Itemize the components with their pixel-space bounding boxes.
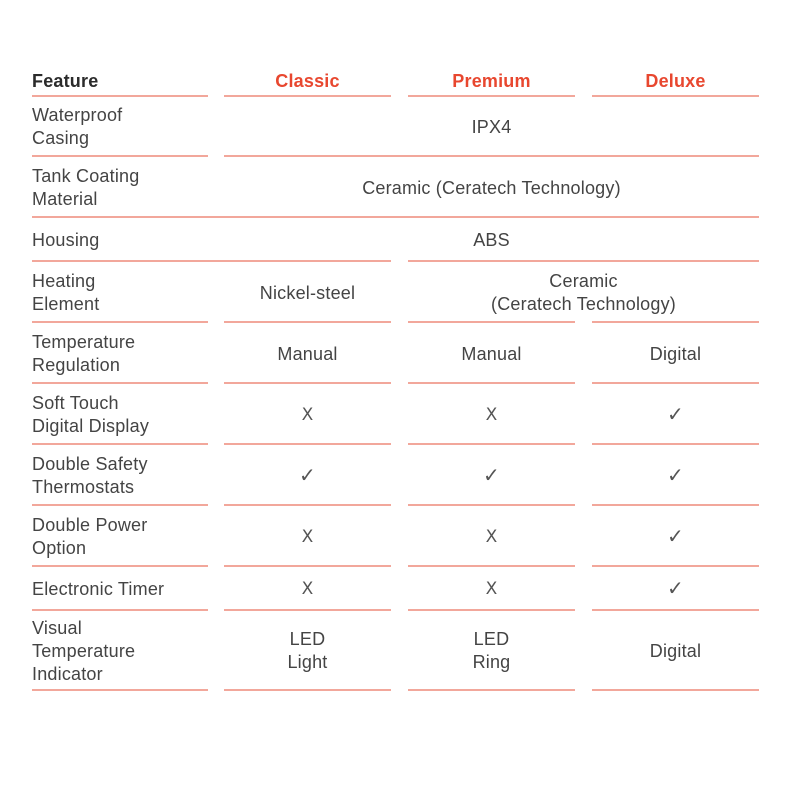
checkmark-icon: ✓ <box>667 464 684 487</box>
divider <box>592 565 759 567</box>
divider <box>32 689 208 691</box>
row-value-classic: LED Light <box>287 629 328 672</box>
row-feature-label: Double Power Option <box>32 515 148 558</box>
x-mark-icon: X <box>301 526 314 547</box>
row-value-merged: Ceramic (Ceratech Technology) <box>362 177 621 198</box>
row-value-merged: ABS <box>473 229 510 250</box>
divider <box>32 504 208 506</box>
row-value-premium: Manual <box>461 343 522 364</box>
checkmark-icon: ✓ <box>483 464 500 487</box>
row-feature-label: Double Safety Thermostats <box>32 454 148 497</box>
divider <box>408 504 575 506</box>
header-deluxe: Deluxe <box>645 70 706 91</box>
divider <box>408 443 575 445</box>
row-value-classic: Manual <box>277 343 338 364</box>
divider <box>224 382 391 384</box>
divider <box>592 95 759 97</box>
divider <box>592 504 759 506</box>
checkmark-icon: ✓ <box>667 525 684 548</box>
divider <box>32 565 208 567</box>
row-feature-label: Soft Touch Digital Display <box>32 393 150 436</box>
row-feature-label: Visual Temperature Indicator <box>32 617 136 684</box>
divider <box>32 155 208 157</box>
divider <box>408 321 575 323</box>
divider <box>408 382 575 384</box>
divider <box>408 95 575 97</box>
divider <box>408 260 759 262</box>
header-feature: Feature <box>32 70 99 91</box>
divider <box>408 689 575 691</box>
divider <box>408 565 575 567</box>
divider <box>592 689 759 691</box>
row-feature-label: Housing <box>32 229 100 250</box>
checkmark-icon: ✓ <box>667 577 684 600</box>
header-premium: Premium <box>452 70 531 91</box>
header-classic: Classic <box>275 70 340 91</box>
divider <box>592 443 759 445</box>
divider <box>32 95 208 97</box>
checkmark-icon: ✓ <box>299 464 316 487</box>
divider <box>32 260 391 262</box>
divider <box>224 689 391 691</box>
divider <box>224 565 391 567</box>
divider <box>32 321 208 323</box>
row-feature-label: Temperature Regulation <box>32 332 136 375</box>
divider <box>32 443 208 445</box>
x-mark-icon: X <box>301 404 314 425</box>
divider <box>32 609 208 611</box>
divider <box>592 382 759 384</box>
x-mark-icon: X <box>485 526 498 547</box>
row-value-classic: Nickel-steel <box>259 282 356 303</box>
checkmark-icon: ✓ <box>667 403 684 426</box>
divider <box>224 443 391 445</box>
divider <box>224 609 391 611</box>
row-feature-label: Electronic Timer <box>32 578 165 599</box>
row-feature-label: Heating Element <box>32 271 100 314</box>
divider <box>408 609 575 611</box>
divider <box>592 609 759 611</box>
row-value-deluxe: Digital <box>649 640 702 661</box>
x-mark-icon: X <box>485 578 498 599</box>
divider <box>224 155 759 157</box>
x-mark-icon: X <box>485 404 498 425</box>
x-mark-icon: X <box>301 578 314 599</box>
row-value-premium-deluxe: Ceramic (Ceratech Technology) <box>491 271 676 314</box>
row-value-merged: IPX4 <box>471 116 512 137</box>
row-value-deluxe: Digital <box>649 343 702 364</box>
row-feature-label: Tank Coating Material <box>32 166 140 209</box>
divider <box>224 95 391 97</box>
row-value-premium: LED Ring <box>472 629 511 672</box>
row-feature-label: Waterproof Casing <box>32 105 123 148</box>
divider <box>224 321 391 323</box>
divider <box>32 216 759 218</box>
divider <box>224 504 391 506</box>
divider <box>592 321 759 323</box>
divider <box>32 382 208 384</box>
